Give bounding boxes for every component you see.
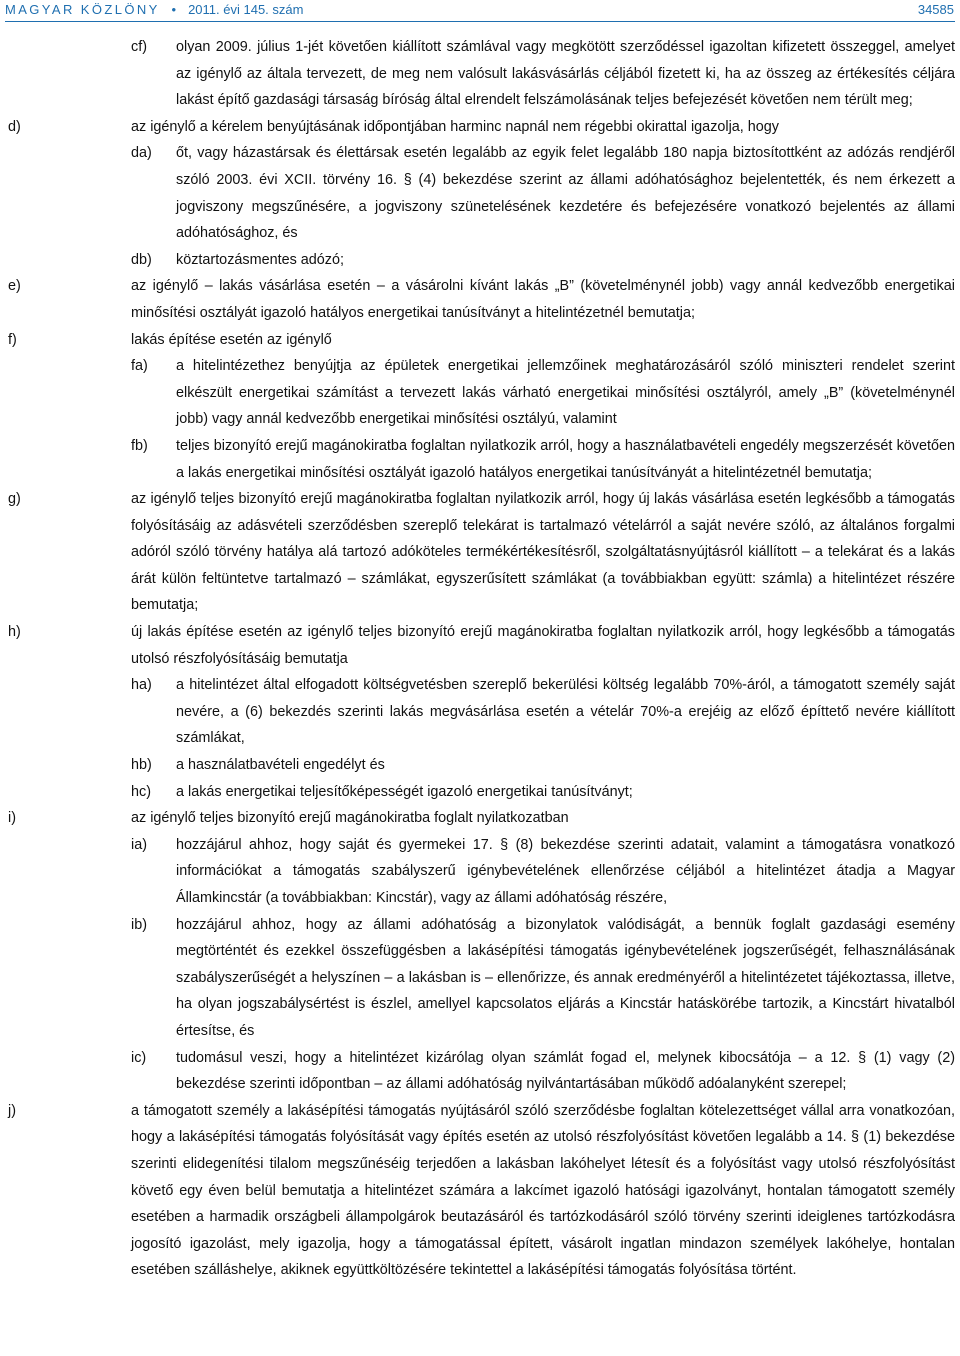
item-label: ha) — [131, 677, 152, 694]
item-label: g) — [8, 491, 21, 508]
item-text: lakás építése esetén az igénylő — [131, 331, 332, 348]
item-label: j) — [8, 1102, 16, 1119]
item-label: i) — [8, 810, 16, 827]
header-rule — [5, 21, 955, 22]
item-text: az igénylő teljes bizonyító erejű magánokiratba foglalt nyilatkozatban — [131, 810, 569, 827]
item-text: a hitelintézet által elfogadott költségvetésben szereplő bekerülési költség legalább 70%-áról, a támogatott személy saját nevére, a (6) bekezdés szerinti lakás megvásárlása esetén a vételár 70%-a erejéig az előző építtető nevére kiállított számlákat, — [176, 677, 955, 747]
page-header — [0, 0, 960, 22]
item-label: fa) — [131, 358, 148, 375]
item-text: hozzájárul ahhoz, hogy az állami adóhatóság a bizonylatok valódiságát, a bennük foglalt gazdasági esemény megtörténtét és ezekkel összefüggésben a lakásépítési támogatás igénybevételének jogszerűségét, felhasználásának szabályszerűségét a helyszínen – a lakásban is – ellenőrizze, és annak eredményéről a hitelintézetet tájékoztassa, illetve, ha olyan jogszabálysértést is észlel, amellyel kapcsolatos eljárás a Kincstár hatáskörébe tartozik, a Kincstárt hivatalból értesítse, és — [176, 916, 955, 1039]
issue-label: 2011. évi 145. szám — [188, 2, 304, 17]
list-item — [0, 1045, 960, 1098]
item-label: hb) — [131, 757, 152, 774]
item-text: teljes bizonyító erejű magánokiratba foglaltan nyilatkozik arról, hogy a használatbavételi engedély megszerzését követően a lakás energetikai minősítési osztályát igazoló hatályos energetikai tanúsítványát a hitelintézetnél bemutatja; — [176, 437, 955, 481]
item-text: tudomásul veszi, hogy a hitelintézet kizárólag olyan számlát fogad el, melynek kibocsátója – a 12. § (1) vagy (2) bekezdése szerinti időpontban – az állami adóhatóság nyilvántartásában működő adóalanyként szerepel; — [176, 1049, 955, 1093]
list-item — [0, 752, 960, 779]
item-text: olyan 2009. július 1-jét követően kiállított számlával vagy megkötött szerződéssel igazoltan kifizetett összeggel, amelyet az igénylő az általa tervezett, de meg nem valósult lakásvásárlás céljából fizetett ki, ha az összeg az értékesítés céljára lakást építő gazdasági társaság bíróság által elrendelt felszámolásának teljes befejezését követően nem térült meg; — [176, 39, 955, 109]
item-label: db) — [131, 251, 152, 268]
list-item — [0, 140, 960, 246]
item-label: d) — [8, 118, 21, 135]
list-item — [0, 114, 960, 141]
bullet-separator: • — [171, 2, 177, 17]
page-number: 34585 — [917, 2, 954, 17]
list-item — [0, 805, 960, 832]
list-item — [0, 486, 960, 619]
item-label: h) — [8, 624, 21, 641]
item-text: őt, vagy házastársak és élettársak esetén legalább az egyik felet legalább 180 napja biztosítottként az adózás rendjéről szóló 2003. évi XCII. törvény 16. § (4) bekezdése szerint az állami adóhatósághoz bejelentették, és nem érkezett a jogviszony megszűnésére, a jogviszony szünetelésének kezdetére és befejezésére vonatkozó bejelentés az állami adóhatósághoz, és — [176, 145, 955, 242]
document-body — [0, 34, 960, 1284]
item-text: a lakás energetikai teljesítőképességét igazoló energetikai tanúsítványt; — [176, 783, 633, 800]
list-item — [0, 1098, 960, 1284]
item-text: az igénylő – lakás vásárlása esetén – a vásárolni kívánt lakás „B” (követelménynél jobb) vagy annál kedvezőbb energetikai minősítési osztályát igazoló hatályos energetikai tanúsítványt a hitelintézetnél bemutatja; — [131, 278, 955, 321]
item-text: a használatbavételi engedélyt és — [176, 757, 385, 774]
list-item — [0, 327, 960, 354]
running-head — [5, 0, 303, 20]
list-item — [0, 353, 960, 433]
list-item — [0, 433, 960, 486]
item-text: a hitelintézethez benyújtja az épületek energetikai jellemzőinek meghatározásáról szóló miniszteri rendelet szerint elkészült energetikai számítást a tervezett lakás várható energetikai minősítési osztályról, amely „B” (követelménynél jobb) vagy annál kedvezőbb energetikai minősítési osztályú, valamint — [176, 358, 955, 428]
item-label: fb) — [131, 437, 148, 454]
list-item — [0, 247, 960, 274]
item-text: a támogatott személy a lakásépítési támogatás nyújtásáról szóló szerződésbe foglaltan kötelezettséget vállal arra vonatkozóan, hogy a lakásépítési támogatás folyósítását vagy építés esetén az utolsó részfolyósítást követően legalább a 14. § (1) bekezdése szerinti elidegenítési tilalom megszűnéséig terjedően a lakásban lakóhelyet létesít és a folyósítást vagy utolsó részfolyósítást követő egy éven belül bemutatja a hitelintézet számára a lakcímet igazoló hatósági igazolványt, hontalan támogatott személy esetében a harmadik országbeli állampolgárok beutazásáról és tartózkodásáról szóló törvény szerinti ideiglenes tartózkodásra jogosító igazolást, mely igazolja, hogy a támogatással épített, vásárolt ingatlan mindazon személyek lakóhelye, hontalan esetében szálláshelye, akiknek együttköltözésére tekintettel a lakásépítési támogatás folyósítása történt. — [131, 1102, 955, 1279]
item-label: e) — [8, 278, 21, 295]
journal-title: MAGYAR KÖZLÖNY — [5, 2, 160, 17]
list-item — [0, 273, 960, 326]
item-label: ic) — [131, 1049, 147, 1066]
list-item — [0, 672, 960, 752]
list-item — [0, 832, 960, 912]
item-text: az igénylő a kérelem benyújtásának időpontjában harminc napnál nem régebbi okirattal igazolja, hogy — [131, 118, 779, 135]
item-label: da) — [131, 145, 152, 162]
item-label: cf) — [131, 39, 147, 55]
item-text: új lakás építése esetén az igénylő teljes bizonyító erejű magánokiratba foglaltan nyilatkozik arról, hogy legkésőbb a támogatás utolsó részfolyósításáig bemutatja — [131, 624, 955, 667]
item-text: köztartozásmentes adózó; — [176, 251, 344, 268]
item-text: az igénylő teljes bizonyító erejű magánokiratba foglaltan nyilatkozik arról, hogy új lakás vásárlása esetén legkésőbb a támogatás folyósításáig az adásvételi szerződésben szereplő telekárat is tartalmazó vételárról a saját nevére szóló, az általános forgalmi adóról szóló törvény hatálya alá tartozó adóköteles termékértékesítésről, szolgáltatásnyújtásról kiállított – a telekárat és a lakás árát külön feltüntetve tartalmazó – számlákat, egyszerűsített számlákat (a továbbiakban együtt: számla) a hitelintézet részére bemutatja; — [131, 491, 955, 614]
item-text: hozzájárul ahhoz, hogy saját és gyermekei 17. § (8) bekezdése szerinti adatait, valamint a támogatásra vonatkozó információkat a támogatás szabályszerű igénybevételének ellenőrzése céljából a hitelintézet átadja a Magyar Államkincstár (a továbbiakban: Kincstár), vagy az állami adóhatóság részére, — [176, 836, 955, 906]
item-label: ib) — [131, 916, 147, 933]
list-item — [0, 34, 960, 114]
list-item — [0, 779, 960, 806]
item-label: f) — [8, 331, 17, 348]
item-label: ia) — [131, 836, 147, 853]
list-item — [0, 912, 960, 1045]
list-item — [0, 619, 960, 672]
item-label: hc) — [131, 783, 151, 800]
